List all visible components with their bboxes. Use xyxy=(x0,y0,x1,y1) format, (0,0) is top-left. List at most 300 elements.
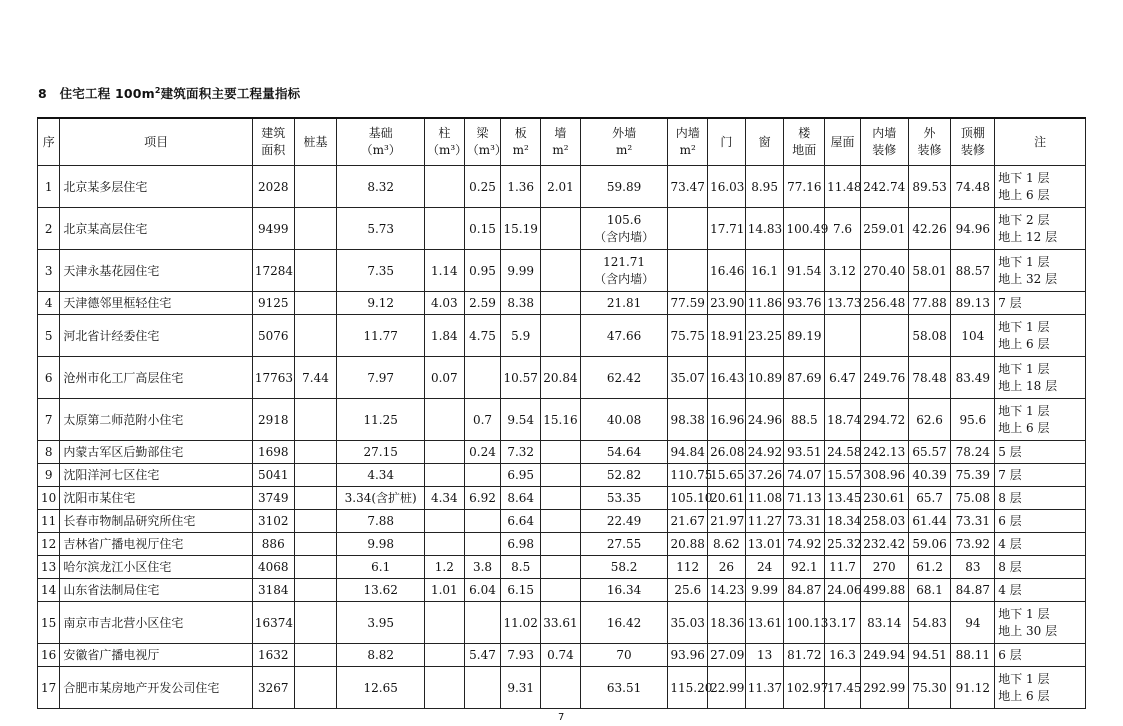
cell-floor: 100.49 xyxy=(784,208,825,250)
cell-floor: 89.19 xyxy=(784,315,825,357)
cell-floor: 73.31 xyxy=(784,510,825,533)
cell-col xyxy=(424,667,464,709)
cell-window: 11.08 xyxy=(745,487,784,510)
title-superscript: 2 xyxy=(154,85,161,95)
cell-floor: 74.92 xyxy=(784,533,825,556)
cell-extfin: 54.83 xyxy=(908,602,951,644)
cell-slab: 8.38 xyxy=(501,292,541,315)
cell-found: 11.77 xyxy=(337,315,425,357)
table-row xyxy=(38,464,1086,487)
cell-note-line1: 7 层 xyxy=(998,467,1022,482)
cell-col xyxy=(424,510,464,533)
cell-intfin: 232.42 xyxy=(860,533,908,556)
cell-seq: 11 xyxy=(38,510,60,533)
cell-found: 7.88 xyxy=(337,510,425,533)
cell-found: 5.73 xyxy=(337,208,425,250)
cell-pile xyxy=(294,208,337,250)
cell-door: 23.90 xyxy=(708,292,746,315)
cell-extfin: 75.30 xyxy=(908,667,951,709)
cell-ext: 59.89 xyxy=(580,166,668,208)
cell-beam: 2.59 xyxy=(464,292,501,315)
cell-ext: 53.35 xyxy=(580,487,668,510)
cell-floor: 91.54 xyxy=(784,250,825,292)
cell-seq: 5 xyxy=(38,315,60,357)
cell-intfin: 292.99 xyxy=(860,667,908,709)
cell-int: 112 xyxy=(668,556,708,579)
cell-wall: 0.74 xyxy=(541,644,581,667)
header-item: 项目 xyxy=(60,118,252,166)
cell-wall: 2.01 xyxy=(541,166,581,208)
cell-found: 12.65 xyxy=(337,667,425,709)
cell-ext: 63.51 xyxy=(580,667,668,709)
cell-pile xyxy=(294,250,337,292)
cell-beam: 0.25 xyxy=(464,166,501,208)
cell-col: 1.2 xyxy=(424,556,464,579)
cell-area: 2028 xyxy=(252,166,294,208)
cell-pile: 7.44 xyxy=(294,357,337,399)
cell-pile xyxy=(294,667,337,709)
cell-door: 18.91 xyxy=(708,315,746,357)
cell-name: 北京某多层住宅 xyxy=(60,166,252,208)
cell-col: 1.84 xyxy=(424,315,464,357)
cell-floor: 88.5 xyxy=(784,399,825,441)
cell-pile xyxy=(294,644,337,667)
cell-seq: 4 xyxy=(38,292,60,315)
cell-door: 26 xyxy=(708,556,746,579)
cell-extfin: 61.2 xyxy=(908,556,951,579)
cell-note-line1: 7 层 xyxy=(998,295,1022,310)
table-row xyxy=(38,533,1086,556)
cell-found: 8.32 xyxy=(337,166,425,208)
cell-area: 3184 xyxy=(252,579,294,602)
cell-window: 24 xyxy=(745,556,784,579)
cell-found: 9.98 xyxy=(337,533,425,556)
cell-beam: 5.47 xyxy=(464,644,501,667)
cell-note-line1: 地下 1 层 xyxy=(998,403,1050,418)
cell-wall xyxy=(541,510,581,533)
cell-found: 7.97 xyxy=(337,357,425,399)
cell-note xyxy=(995,533,1086,556)
header-note: 注 xyxy=(995,118,1086,166)
cell-wall: 15.16 xyxy=(541,399,581,441)
cell-beam: 6.92 xyxy=(464,487,501,510)
cell-roof: 3.12 xyxy=(825,250,861,292)
cell-note-line1: 地下 1 层 xyxy=(998,170,1050,185)
cell-door: 15.65 xyxy=(708,464,746,487)
cell-name: 内蒙古军区后勤部住宅 xyxy=(60,441,252,464)
cell-slab: 11.02 xyxy=(501,602,541,644)
cell-area: 17763 xyxy=(252,357,294,399)
cell-name: 哈尔滨龙江小区住宅 xyxy=(60,556,252,579)
cell-note xyxy=(995,667,1086,709)
cell-wall xyxy=(541,533,581,556)
cell-slab: 5.9 xyxy=(501,315,541,357)
cell-note xyxy=(995,579,1086,602)
cell-wall xyxy=(541,441,581,464)
cell-name: 沈阳洋河七区住宅 xyxy=(60,464,252,487)
cell-note-line1: 4 层 xyxy=(998,536,1022,551)
cell-roof: 15.57 xyxy=(825,464,861,487)
cell-window: 13 xyxy=(745,644,784,667)
cell-roof: 18.74 xyxy=(825,399,861,441)
cell-note-line2: 地上 6 层 xyxy=(998,187,1050,202)
cell-door: 18.36 xyxy=(708,602,746,644)
cell-beam xyxy=(464,602,501,644)
cell-ceil: 74.48 xyxy=(951,166,995,208)
table-row xyxy=(38,208,1086,250)
cell-beam: 3.8 xyxy=(464,556,501,579)
cell-note-line1: 6 层 xyxy=(998,513,1022,528)
cell-int: 77.59 xyxy=(668,292,708,315)
cell-slab: 6.98 xyxy=(501,533,541,556)
cell-int: 21.67 xyxy=(668,510,708,533)
cell-ext: 16.34 xyxy=(580,579,668,602)
header-column: 柱 （m³） xyxy=(424,118,464,166)
cell-note xyxy=(995,556,1086,579)
cell-slab: 6.15 xyxy=(501,579,541,602)
cell-area: 1632 xyxy=(252,644,294,667)
cell-floor: 74.07 xyxy=(784,464,825,487)
cell-note-line1: 8 层 xyxy=(998,490,1022,505)
cell-col xyxy=(424,208,464,250)
cell-seq: 2 xyxy=(38,208,60,250)
cell-extfin: 78.48 xyxy=(908,357,951,399)
cell-ext xyxy=(580,250,668,292)
header-wall: 墙 m² xyxy=(541,118,581,166)
cell-extfin: 59.06 xyxy=(908,533,951,556)
cell-pile xyxy=(294,487,337,510)
cell-floor: 102.97 xyxy=(784,667,825,709)
header-pile: 桩基 xyxy=(294,118,337,166)
cell-ceil: 78.24 xyxy=(951,441,995,464)
cell-note-line1: 地下 2 层 xyxy=(998,212,1050,227)
cell-floor: 81.72 xyxy=(784,644,825,667)
cell-beam: 0.24 xyxy=(464,441,501,464)
cell-beam xyxy=(464,464,501,487)
table-row xyxy=(38,250,1086,292)
cell-pile xyxy=(294,441,337,464)
cell-ext-remark: （含内墙） xyxy=(594,229,655,244)
cell-intfin: 242.74 xyxy=(860,166,908,208)
cell-area: 17284 xyxy=(252,250,294,292)
cell-ext: 70 xyxy=(580,644,668,667)
cell-ceil: 94 xyxy=(951,602,995,644)
cell-note-line1: 4 层 xyxy=(998,582,1022,597)
cell-intfin xyxy=(860,315,908,357)
cell-wall xyxy=(541,464,581,487)
cell-note-line2: 地上 6 层 xyxy=(998,336,1050,351)
cell-found: 13.62 xyxy=(337,579,425,602)
cell-ceil: 89.13 xyxy=(951,292,995,315)
table-row xyxy=(38,487,1086,510)
table-row xyxy=(38,315,1086,357)
quantity-index-table xyxy=(37,117,1086,709)
cell-slab: 9.99 xyxy=(501,250,541,292)
cell-int: 105.10 xyxy=(668,487,708,510)
cell-window: 11.37 xyxy=(745,667,784,709)
cell-int: 75.75 xyxy=(668,315,708,357)
cell-note xyxy=(995,464,1086,487)
cell-seq: 1 xyxy=(38,166,60,208)
header-door: 门 xyxy=(708,118,746,166)
cell-pile xyxy=(294,510,337,533)
cell-slab: 10.57 xyxy=(501,357,541,399)
cell-found: 11.25 xyxy=(337,399,425,441)
cell-door: 14.23 xyxy=(708,579,746,602)
cell-int xyxy=(668,250,708,292)
cell-int xyxy=(668,208,708,250)
cell-area: 4068 xyxy=(252,556,294,579)
cell-col: 1.01 xyxy=(424,579,464,602)
cell-seq: 10 xyxy=(38,487,60,510)
cell-door: 22.99 xyxy=(708,667,746,709)
cell-col xyxy=(424,644,464,667)
table-row xyxy=(38,556,1086,579)
cell-wall xyxy=(541,315,581,357)
cell-floor: 87.69 xyxy=(784,357,825,399)
cell-door: 16.96 xyxy=(708,399,746,441)
cell-beam: 0.7 xyxy=(464,399,501,441)
table-body xyxy=(38,166,1086,709)
cell-ceil: 88.57 xyxy=(951,250,995,292)
cell-note xyxy=(995,315,1086,357)
cell-area: 5076 xyxy=(252,315,294,357)
cell-found: 8.82 xyxy=(337,644,425,667)
table-row xyxy=(38,510,1086,533)
cell-note-line2: 地上 32 层 xyxy=(998,271,1058,286)
cell-beam xyxy=(464,510,501,533)
cell-ext: 21.81 xyxy=(580,292,668,315)
cell-area: 16374 xyxy=(252,602,294,644)
cell-note-line1: 地下 1 层 xyxy=(998,671,1050,686)
cell-col xyxy=(424,166,464,208)
cell-roof: 11.7 xyxy=(825,556,861,579)
cell-window: 9.99 xyxy=(745,579,784,602)
title-prefix: 8 住宅工程 100m xyxy=(38,86,155,101)
cell-ext: 52.82 xyxy=(580,464,668,487)
cell-door: 16.03 xyxy=(708,166,746,208)
cell-intfin: 230.61 xyxy=(860,487,908,510)
cell-note-line2: 地上 30 层 xyxy=(998,623,1058,638)
cell-note xyxy=(995,602,1086,644)
cell-roof: 24.58 xyxy=(825,441,861,464)
cell-name: 沧州市化工厂高层住宅 xyxy=(60,357,252,399)
cell-note-line2: 地上 6 层 xyxy=(998,688,1050,703)
cell-roof: 25.32 xyxy=(825,533,861,556)
cell-door: 20.61 xyxy=(708,487,746,510)
cell-ext: 47.66 xyxy=(580,315,668,357)
cell-roof: 7.6 xyxy=(825,208,861,250)
cell-seq: 9 xyxy=(38,464,60,487)
cell-roof: 3.17 xyxy=(825,602,861,644)
header-beam: 梁 （m³） xyxy=(464,118,501,166)
cell-note xyxy=(995,510,1086,533)
cell-extfin: 61.44 xyxy=(908,510,951,533)
cell-slab: 9.31 xyxy=(501,667,541,709)
cell-intfin: 308.96 xyxy=(860,464,908,487)
cell-name: 南京市吉北营小区住宅 xyxy=(60,602,252,644)
cell-found: 7.35 xyxy=(337,250,425,292)
cell-wall xyxy=(541,487,581,510)
cell-col xyxy=(424,464,464,487)
cell-note-line1: 地下 1 层 xyxy=(998,606,1050,621)
cell-ext-value: 121.71 xyxy=(603,254,646,269)
cell-slab: 6.95 xyxy=(501,464,541,487)
cell-seq: 17 xyxy=(38,667,60,709)
cell-window: 8.95 xyxy=(745,166,784,208)
cell-int: 25.6 xyxy=(668,579,708,602)
cell-extfin: 94.51 xyxy=(908,644,951,667)
cell-extfin: 65.57 xyxy=(908,441,951,464)
cell-area: 9499 xyxy=(252,208,294,250)
cell-found: 27.15 xyxy=(337,441,425,464)
cell-note-line1: 地下 1 层 xyxy=(998,319,1050,334)
table-row xyxy=(38,399,1086,441)
header-window: 窗 xyxy=(745,118,784,166)
cell-extfin: 65.7 xyxy=(908,487,951,510)
cell-seq: 15 xyxy=(38,602,60,644)
cell-beam xyxy=(464,357,501,399)
cell-intfin: 259.01 xyxy=(860,208,908,250)
table-row xyxy=(38,292,1086,315)
cell-beam xyxy=(464,667,501,709)
cell-window: 13.01 xyxy=(745,533,784,556)
cell-extfin: 42.26 xyxy=(908,208,951,250)
cell-seq: 16 xyxy=(38,644,60,667)
cell-found: 9.12 xyxy=(337,292,425,315)
cell-wall xyxy=(541,667,581,709)
cell-intfin: 249.94 xyxy=(860,644,908,667)
cell-note-line1: 5 层 xyxy=(998,444,1022,459)
cell-name: 天津永基花园住宅 xyxy=(60,250,252,292)
cell-pile xyxy=(294,602,337,644)
cell-col xyxy=(424,533,464,556)
table-row xyxy=(38,357,1086,399)
cell-ceil: 75.08 xyxy=(951,487,995,510)
cell-ceil: 88.11 xyxy=(951,644,995,667)
cell-name: 山东省法制局住宅 xyxy=(60,579,252,602)
cell-wall: 20.84 xyxy=(541,357,581,399)
table-row xyxy=(38,166,1086,208)
cell-found: 6.1 xyxy=(337,556,425,579)
cell-ext: 62.42 xyxy=(580,357,668,399)
cell-door: 8.62 xyxy=(708,533,746,556)
table-row xyxy=(38,602,1086,644)
cell-seq: 12 xyxy=(38,533,60,556)
cell-wall xyxy=(541,250,581,292)
cell-ceil: 83.49 xyxy=(951,357,995,399)
cell-slab: 7.32 xyxy=(501,441,541,464)
cell-note-line2: 地上 6 层 xyxy=(998,420,1050,435)
cell-ext: 54.64 xyxy=(580,441,668,464)
table-header xyxy=(38,118,1086,166)
cell-floor: 100.13 xyxy=(784,602,825,644)
cell-window: 24.92 xyxy=(745,441,784,464)
cell-int: 20.88 xyxy=(668,533,708,556)
cell-ceil: 95.6 xyxy=(951,399,995,441)
cell-slab: 8.5 xyxy=(501,556,541,579)
cell-intfin: 242.13 xyxy=(860,441,908,464)
cell-note-line2: 地上 12 层 xyxy=(998,229,1058,244)
cell-roof xyxy=(825,315,861,357)
cell-floor: 92.1 xyxy=(784,556,825,579)
cell-int: 94.84 xyxy=(668,441,708,464)
cell-extfin: 77.88 xyxy=(908,292,951,315)
table-row xyxy=(38,667,1086,709)
cell-slab: 15.19 xyxy=(501,208,541,250)
cell-ceil: 83 xyxy=(951,556,995,579)
header-slab: 板 m² xyxy=(501,118,541,166)
cell-roof: 18.34 xyxy=(825,510,861,533)
cell-slab: 9.54 xyxy=(501,399,541,441)
cell-beam: 6.04 xyxy=(464,579,501,602)
header-ceiling-finish: 顶棚 装修 xyxy=(951,118,995,166)
header-interior-wall: 内墙 m² xyxy=(668,118,708,166)
cell-wall xyxy=(541,579,581,602)
cell-seq: 14 xyxy=(38,579,60,602)
cell-window: 11.27 xyxy=(745,510,784,533)
cell-name: 长春市物制品研究所住宅 xyxy=(60,510,252,533)
cell-door: 16.46 xyxy=(708,250,746,292)
cell-roof: 6.47 xyxy=(825,357,861,399)
cell-col xyxy=(424,441,464,464)
cell-name: 河北省计经委住宅 xyxy=(60,315,252,357)
cell-pile xyxy=(294,399,337,441)
cell-intfin: 270.40 xyxy=(860,250,908,292)
cell-name: 安徽省广播电视厅 xyxy=(60,644,252,667)
cell-intfin: 83.14 xyxy=(860,602,908,644)
cell-pile xyxy=(294,556,337,579)
cell-int: 115.20 xyxy=(668,667,708,709)
cell-window: 11.86 xyxy=(745,292,784,315)
title-suffix: 建筑面积主要工程量指标 xyxy=(160,86,301,101)
cell-area: 1698 xyxy=(252,441,294,464)
cell-door: 26.08 xyxy=(708,441,746,464)
cell-found: 3.95 xyxy=(337,602,425,644)
cell-wall xyxy=(541,556,581,579)
cell-window: 24.96 xyxy=(745,399,784,441)
cell-col: 4.34 xyxy=(424,487,464,510)
cell-area: 9125 xyxy=(252,292,294,315)
cell-roof: 13.45 xyxy=(825,487,861,510)
cell-intfin: 249.76 xyxy=(860,357,908,399)
cell-seq: 6 xyxy=(38,357,60,399)
table-row xyxy=(38,644,1086,667)
cell-roof: 24.06 xyxy=(825,579,861,602)
cell-ext: 27.55 xyxy=(580,533,668,556)
header-interior-finish: 内墙 装修 xyxy=(860,118,908,166)
cell-extfin: 58.08 xyxy=(908,315,951,357)
cell-col xyxy=(424,602,464,644)
cell-slab: 1.36 xyxy=(501,166,541,208)
cell-door: 21.97 xyxy=(708,510,746,533)
cell-extfin: 62.6 xyxy=(908,399,951,441)
cell-door: 27.09 xyxy=(708,644,746,667)
cell-col xyxy=(424,399,464,441)
cell-name: 北京某高层住宅 xyxy=(60,208,252,250)
cell-window: 16.1 xyxy=(745,250,784,292)
cell-floor: 84.87 xyxy=(784,579,825,602)
cell-seq: 3 xyxy=(38,250,60,292)
cell-window: 13.61 xyxy=(745,602,784,644)
cell-ceil: 73.31 xyxy=(951,510,995,533)
cell-name: 沈阳市某住宅 xyxy=(60,487,252,510)
cell-area: 3102 xyxy=(252,510,294,533)
cell-name: 合肥市某房地产开发公司住宅 xyxy=(60,667,252,709)
cell-int: 73.47 xyxy=(668,166,708,208)
cell-area: 3749 xyxy=(252,487,294,510)
header-area: 建筑 面积 xyxy=(252,118,294,166)
